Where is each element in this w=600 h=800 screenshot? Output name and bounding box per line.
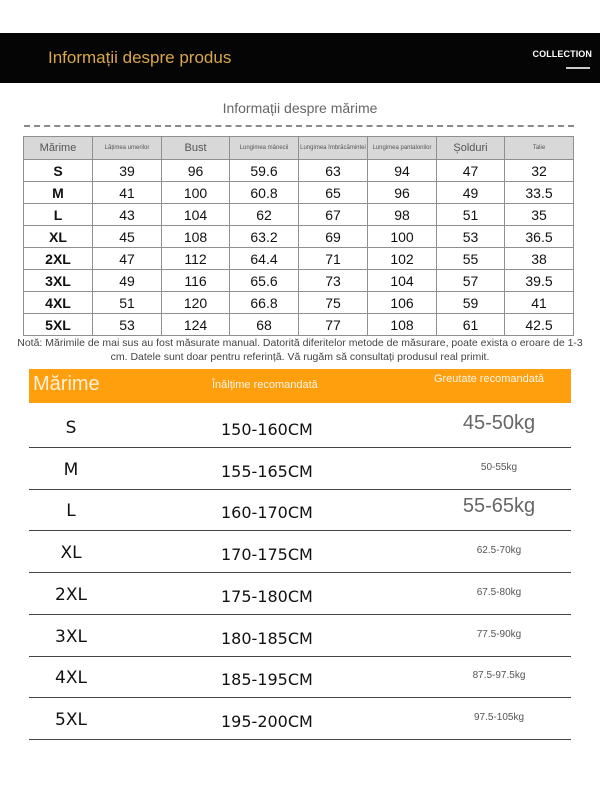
recommend-weight: 77.5-90kg xyxy=(476,628,522,640)
table-row xyxy=(24,160,574,182)
col-header-bust: Bust xyxy=(162,137,230,160)
value-cell: 73 xyxy=(299,270,368,292)
table-row xyxy=(24,204,574,226)
list-item xyxy=(29,573,571,615)
value-cell: 96 xyxy=(162,160,230,182)
value-cell: 38 xyxy=(505,248,574,270)
col-header-garment-length: Lungimea îmbrăcămintei xyxy=(299,137,368,160)
value-cell: 60.8 xyxy=(230,182,299,204)
table-row xyxy=(24,314,574,336)
value-cell: 112 xyxy=(162,248,230,270)
recommend-size: S xyxy=(65,418,77,438)
value-cell: 69 xyxy=(299,226,368,248)
recommend-weight: 62.5-70kg xyxy=(476,545,522,557)
recommend-size: 4XL xyxy=(55,668,87,689)
value-cell: 66.8 xyxy=(230,292,299,314)
value-cell: 61 xyxy=(437,314,505,336)
value-cell: 68 xyxy=(230,314,299,336)
size-cell: XL xyxy=(24,226,93,248)
table-row xyxy=(24,182,574,204)
value-cell: 75 xyxy=(299,292,368,314)
value-cell: 108 xyxy=(162,226,230,248)
value-cell: 59.6 xyxy=(230,160,299,182)
list-item xyxy=(29,489,571,531)
recommend-height: 175-180CM xyxy=(221,586,313,606)
list-item xyxy=(29,698,571,740)
value-cell: 32 xyxy=(505,160,574,182)
value-cell: 65 xyxy=(299,182,368,204)
value-cell: 62 xyxy=(230,204,299,226)
value-cell: 100 xyxy=(368,226,437,248)
col-header-sleeve: Lungimea mânecii xyxy=(230,137,299,160)
list-item xyxy=(29,406,571,448)
badge-underline xyxy=(566,67,590,69)
value-cell: 120 xyxy=(162,292,230,314)
value-cell: 100 xyxy=(162,182,230,204)
value-cell: 55 xyxy=(437,248,505,270)
table-row xyxy=(24,292,574,314)
value-cell: 67 xyxy=(299,204,368,226)
recommend-height: 185-195CM xyxy=(221,670,313,690)
value-cell: 59 xyxy=(437,292,505,314)
recommend-height: 195-200CM xyxy=(221,711,313,731)
section-title: Informații despre mărime xyxy=(222,100,378,116)
recommend-header-height: Înălțime recomandată xyxy=(212,379,318,391)
recommend-size: 2XL xyxy=(55,584,87,605)
value-cell: 104 xyxy=(162,204,230,226)
value-cell: 63 xyxy=(299,160,368,182)
value-cell: 63.2 xyxy=(230,226,299,248)
value-cell: 124 xyxy=(162,314,230,336)
value-cell: 53 xyxy=(437,226,505,248)
value-cell: 108 xyxy=(368,314,437,336)
recommend-weight: 55-65kg xyxy=(462,495,536,518)
table-row xyxy=(24,226,574,248)
recommend-height: 155-165CM xyxy=(221,461,313,481)
size-cell: M xyxy=(24,182,93,204)
recommend-size: XL xyxy=(60,543,82,564)
collection-badge: COLLECTION xyxy=(532,49,592,59)
value-cell: 96 xyxy=(368,182,437,204)
list-item xyxy=(29,448,571,490)
value-cell: 41 xyxy=(505,292,574,314)
value-cell: 65.6 xyxy=(230,270,299,292)
value-cell: 102 xyxy=(368,248,437,270)
value-cell: 57 xyxy=(437,270,505,292)
table-row xyxy=(24,270,574,292)
recommend-size: 3XL xyxy=(55,626,87,647)
value-cell: 77 xyxy=(299,314,368,336)
value-cell: 53 xyxy=(93,314,162,336)
value-cell: 47 xyxy=(93,248,162,270)
col-header-waist: Talie xyxy=(505,137,574,160)
measurement-note: Notă: Mărimile de mai sus au fost măsurate manual. Datorită diferitelor metode de măsurare, poate exista o eroare de 1-3 cm. Datele sunt doar pentru referință. Vă rugăm să consultați produsul real primit. xyxy=(17,337,583,363)
recommend-weight: 97.5-105kg xyxy=(473,711,525,723)
recommend-weight: 45-50kg xyxy=(462,412,536,434)
recommend-height: 150-160CM xyxy=(221,420,313,439)
recommend-weight: 50-55kg xyxy=(480,461,518,473)
recommend-size: L xyxy=(66,501,76,522)
list-item xyxy=(29,656,571,698)
value-cell: 49 xyxy=(93,270,162,292)
value-cell: 45 xyxy=(93,226,162,248)
recommend-height: 180-185CM xyxy=(221,628,313,648)
value-cell: 98 xyxy=(368,204,437,226)
value-cell: 104 xyxy=(368,270,437,292)
value-cell: 42.5 xyxy=(505,314,574,336)
value-cell: 36.5 xyxy=(505,226,574,248)
recommend-header xyxy=(29,369,571,403)
recommend-weight: 87.5-97.5kg xyxy=(472,670,526,682)
col-header-pants-length: Lungimea pantalonilor xyxy=(368,137,437,160)
table-row xyxy=(24,248,574,270)
size-cell: S xyxy=(24,160,93,182)
value-cell: 39.5 xyxy=(505,270,574,292)
value-cell: 35 xyxy=(505,204,574,226)
value-cell: 39 xyxy=(93,160,162,182)
value-cell: 47 xyxy=(437,160,505,182)
size-cell: 3XL xyxy=(24,270,93,292)
value-cell: 94 xyxy=(368,160,437,182)
recommend-height: 160-170CM xyxy=(221,503,313,523)
col-header-hips: Șolduri xyxy=(437,137,505,160)
value-cell: 64.4 xyxy=(230,248,299,270)
value-cell: 116 xyxy=(162,270,230,292)
value-cell: 106 xyxy=(368,292,437,314)
size-cell: 5XL xyxy=(24,314,93,336)
header-title: Informații despre produs xyxy=(48,48,232,67)
list-item xyxy=(29,615,571,657)
value-cell: 51 xyxy=(93,292,162,314)
value-cell: 71 xyxy=(299,248,368,270)
recommend-header-size: Mărime xyxy=(33,373,100,395)
value-cell: 51 xyxy=(437,204,505,226)
size-cell: L xyxy=(24,204,93,226)
dashed-divider xyxy=(24,125,574,127)
recommend-size: M xyxy=(63,459,79,480)
header-bar xyxy=(0,33,600,83)
recommend-weight: 67.5-80kg xyxy=(476,586,522,598)
col-header-size: Mărime xyxy=(24,137,93,160)
value-cell: 41 xyxy=(93,182,162,204)
value-cell: 43 xyxy=(93,204,162,226)
value-cell: 49 xyxy=(437,182,505,204)
recommend-size: 5XL xyxy=(55,709,87,730)
size-cell: 4XL xyxy=(24,292,93,314)
recommend-header-weight: Greutate recomandată xyxy=(433,373,545,385)
recommend-height: 170-175CM xyxy=(221,545,313,565)
list-item xyxy=(29,531,571,573)
size-cell: 2XL xyxy=(24,248,93,270)
col-header-shoulder: Lățimea umerilor xyxy=(93,137,162,160)
size-table-header-row xyxy=(24,137,574,160)
size-table xyxy=(23,136,574,336)
value-cell: 33.5 xyxy=(505,182,574,204)
